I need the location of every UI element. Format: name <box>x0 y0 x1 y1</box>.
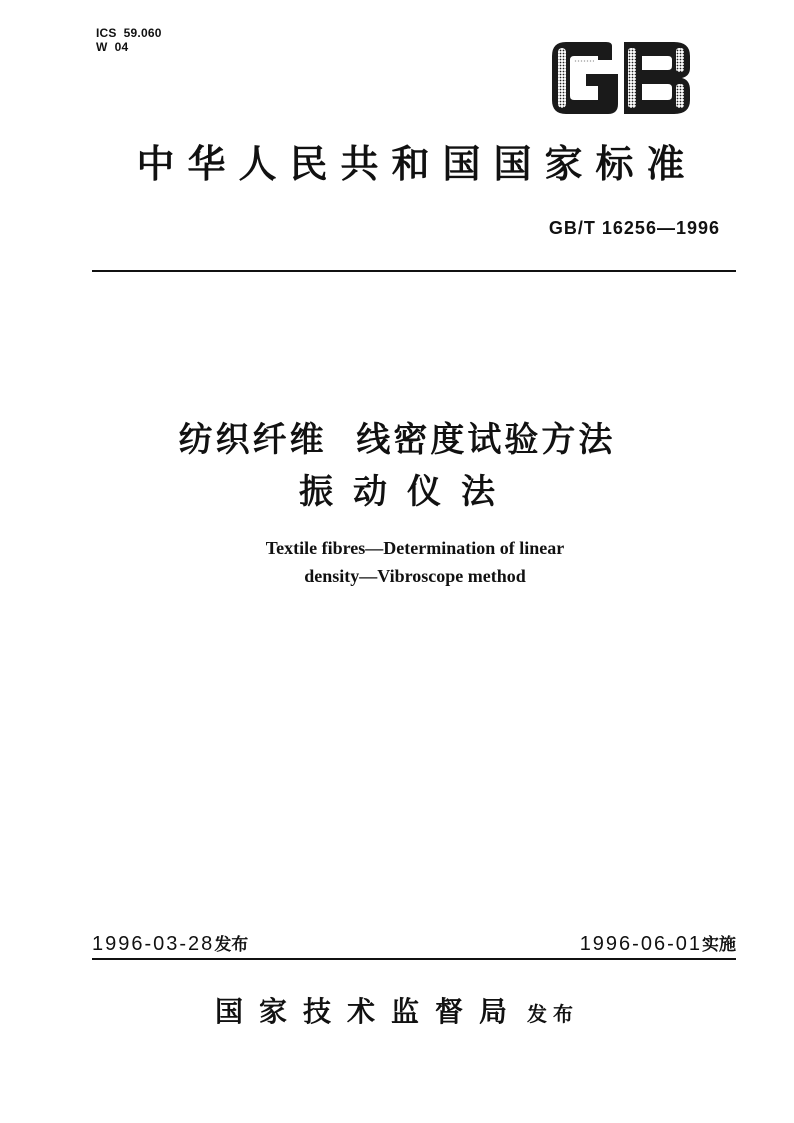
org-title: 中华人民共和国国家标准 <box>136 141 698 186</box>
english-title-line2: density—Vibroscope method <box>304 566 526 586</box>
issue-date <box>92 930 248 956</box>
effective-date-value: 1996-06-01 <box>579 933 702 955</box>
category-code: W 04 <box>96 40 129 54</box>
standard-code: GB/T 16256—1996 <box>548 218 720 238</box>
issuer-name: 国家技术监督局 <box>214 995 523 1028</box>
classification-block <box>96 26 162 54</box>
ics-code: ICS 59.060 <box>96 26 162 40</box>
issuer-line <box>0 990 794 1030</box>
chinese-title <box>0 414 794 518</box>
effective-date <box>580 930 736 956</box>
english-title-line1: Textile fibres—Determination of linear <box>265 538 565 558</box>
chinese-title-line1: 纺织纤维 线密度试验方法 <box>178 420 616 460</box>
bottom-divider <box>92 958 736 960</box>
gb-logo-icon <box>550 40 692 116</box>
chinese-title-line2: 振动仪法 <box>299 472 515 512</box>
issue-date-label: 发布 <box>214 935 249 955</box>
effective-date-label: 实施 <box>702 935 736 955</box>
english-title <box>0 534 794 590</box>
issuer-action: 发布 <box>527 1002 579 1026</box>
top-divider <box>92 270 736 272</box>
issue-date-value: 1996-03-28 <box>92 933 215 955</box>
